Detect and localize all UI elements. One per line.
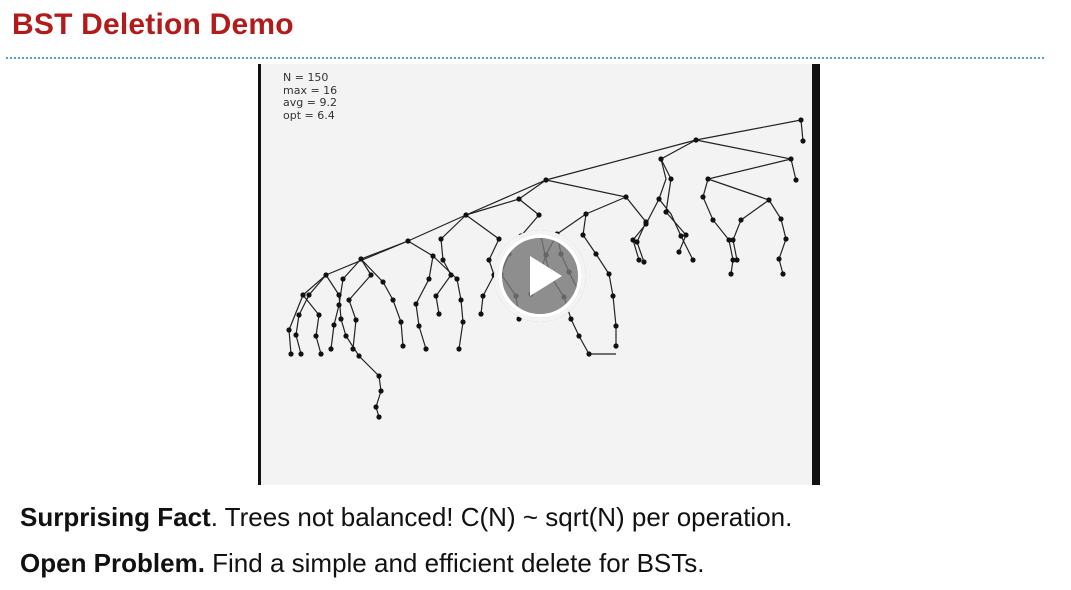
stat-max: max = 16 — [283, 83, 338, 97]
fact-open-problem-label: Open Problem. — [20, 548, 205, 578]
stat-opt: opt = 6.4 — [283, 108, 335, 122]
play-button[interactable] — [494, 230, 586, 322]
fact-surprising-label: Surprising Fact — [20, 502, 211, 532]
stat-avg: avg = 9.2 — [283, 96, 337, 109]
play-icon — [494, 230, 586, 322]
video-player[interactable] — [258, 64, 820, 485]
fact-open-problem-text: Find a simple and efficient delete for BSTs. — [204, 548, 705, 578]
slide-title: BST Deletion Demo — [12, 8, 294, 41]
fact-surprising-text: . Trees not balanced! C(N) ~ sqrt(N) per operation. — [210, 502, 793, 532]
title-divider — [6, 57, 1044, 59]
fact-open-problem — [20, 548, 704, 579]
fact-surprising — [20, 502, 792, 533]
stat-n: N = 150 — [283, 71, 329, 84]
